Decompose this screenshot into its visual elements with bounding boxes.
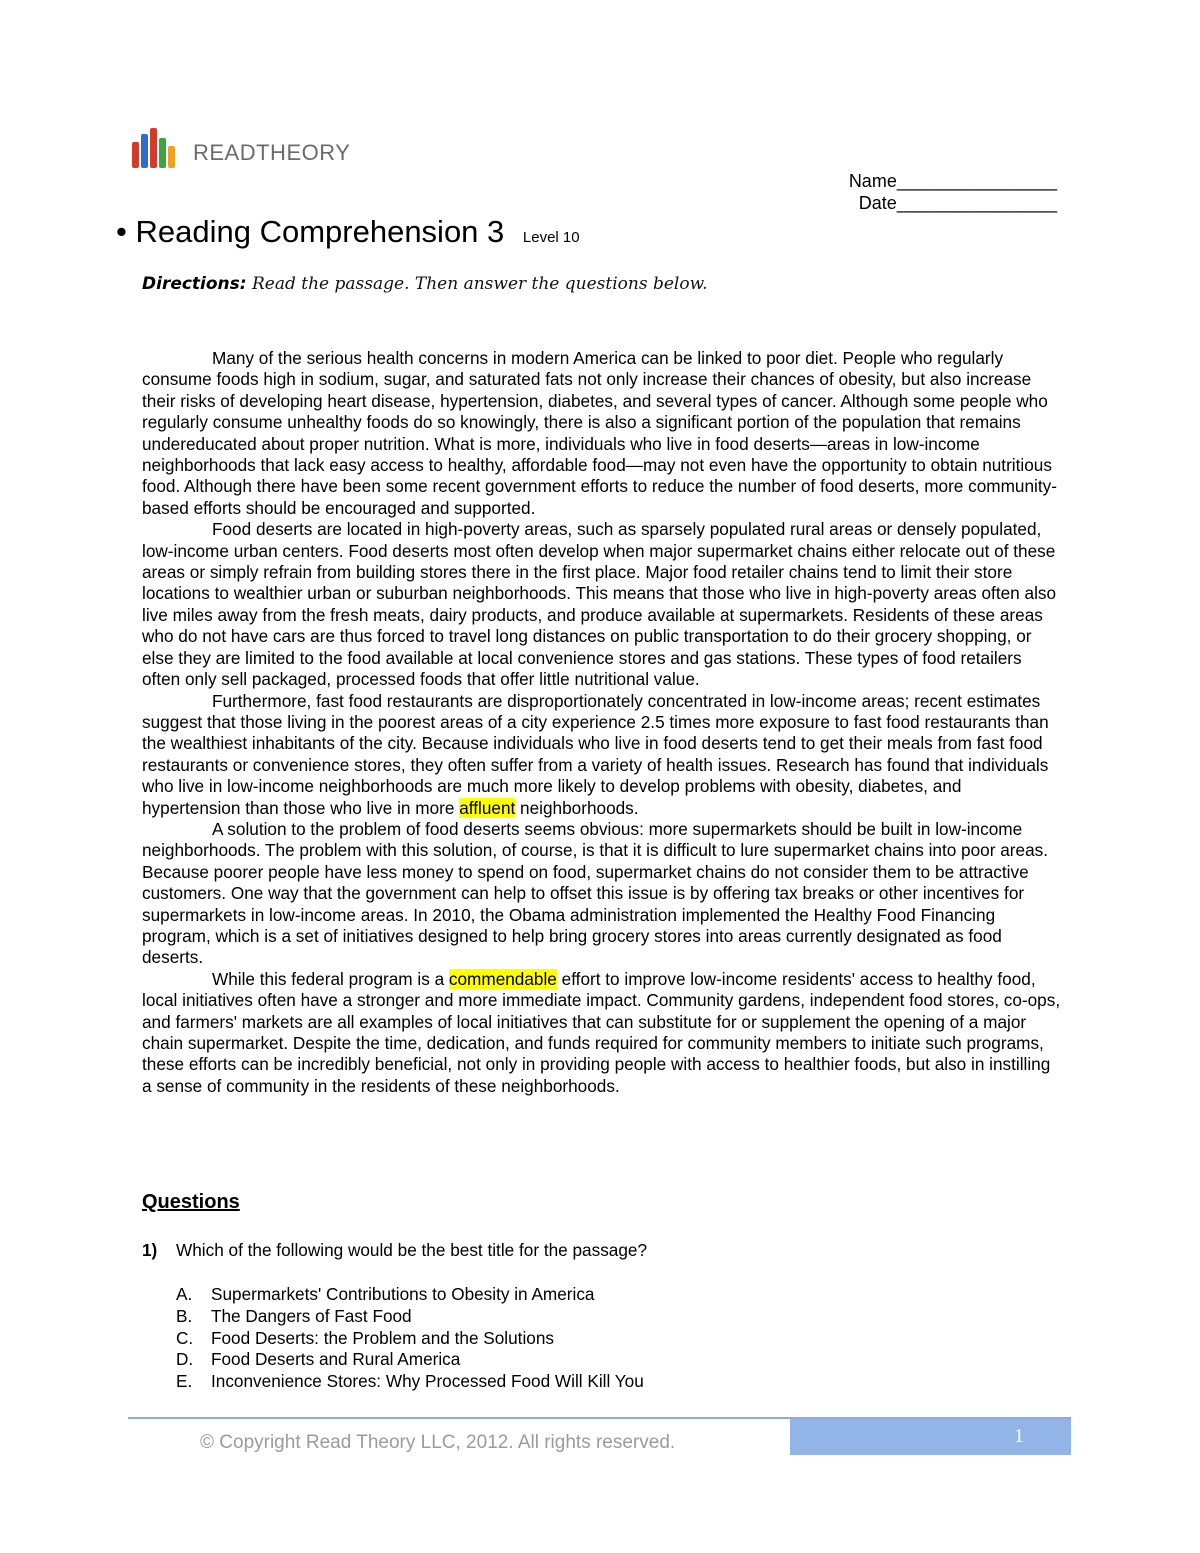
option-text: Supermarkets' Contributions to Obesity in America — [211, 1284, 595, 1304]
page-number: 1 — [1014, 1425, 1024, 1447]
option-letter: E. — [176, 1371, 193, 1392]
option-letter: A. — [176, 1284, 193, 1304]
logo-text: READTHEORY — [193, 140, 351, 165]
book-spine-orange — [168, 146, 175, 168]
option-letter: D. — [176, 1349, 194, 1370]
book-spine-red — [132, 142, 139, 168]
book-spine-blue — [141, 134, 148, 168]
p5-text-before: While this federal program is a — [212, 968, 449, 989]
p3-text-before: Furthermore, fast food restaurants are disproportionately concentrated in low-income areas; recent estimates suggest that those living in the poorest areas of a city experience 2.5 times more exposure to fast food restaurants than the wealthiest inhabitants of the city. Because individuals who live in food deserts tend to get their meals from fast food restaurants or convenience stores, they often suffer from a variety of health issues. Research has found that individuals who live in low-income neighborhoods are much more likely to develop problems with obesity, diabetes, and hypertension than those who live in more — [142, 690, 1049, 818]
readtheory-logo — [132, 128, 350, 168]
passage-paragraph-4: A solution to the problem of food deserts seems obvious: more supermarkets should be built in low-income neighborhoods. The problem with this solution, of course, is that it is difficult to lure supermarket chains into poor areas. Because poorer people have less money to spend on food, supermarket chains do not consider them to be attractive customers. One way that the government can help to offset this issue is by offering tax breaks or other incentives for supermarkets in low-income areas. In 2010, the Obama administration implemented the Healthy Food Financing program, which is a set of initiatives designed to help bring grocery stores into areas currently designated as food deserts. — [142, 818, 1049, 968]
reading-passage — [142, 348, 1062, 1097]
name-date-block — [849, 170, 1057, 214]
option-text: Food Deserts: the Problem and the Solutions — [211, 1327, 554, 1348]
option-text: Inconvenience Stores: Why Processed Food Will Kill You — [211, 1371, 644, 1392]
option-letter: C. — [176, 1327, 194, 1348]
directions-label: Directions: — [142, 274, 247, 294]
passage-paragraph-2: Food deserts are located in high-poverty areas, such as sparsely populated rural areas or densely populated, low-income urban centers. Food deserts most often develop when major supermarket chains either relocate out of these areas or simply refrain from building stores there in the first place. Major food retailer chains tend to limit their store locations to wealthier urban or suburban neighborhoods. This means that those who live in high-poverty areas often also live miles away from the fresh meats, dairy products, and produce available at supermarkets. Residents of these areas who do not have cars are thus forced to travel long distances on public transportation to do their grocery shopping, or else they are limited to the food available at local convenience stores and gas stations. These types of food retailers often only sell packaged, processed foods that offer little nutritional value. — [142, 519, 1057, 690]
highlight-affluent: affluent — [459, 797, 516, 818]
name-field: Name________________ — [848, 171, 1057, 191]
option-d[interactable] — [176, 1349, 644, 1371]
passage-paragraph-5 — [142, 969, 1062, 1097]
question-1 — [142, 1240, 647, 1261]
highlight-commendable: commendable — [448, 968, 557, 989]
passage-paragraph-3 — [142, 691, 1062, 819]
title-text: Reading Comprehension 3 — [135, 214, 505, 249]
question-text: Which of the following would be the best title for the passage? — [176, 1240, 648, 1260]
book-stack-icon — [132, 128, 182, 168]
option-letter: B. — [176, 1305, 193, 1326]
option-a[interactable] — [176, 1284, 644, 1306]
passage-paragraph-1: Many of the serious health concerns in modern America can be linked to poor diet. People who regularly consume foods high in sodium, sugar, and saturated fats not only increase their chances of obesity, but also increase their risks of developing heart disease, hypertension, diabetes, and several types of cancer. Although some people who regularly consume unhealthy foods do so knowingly, there is also a significant portion of the population that remains undereducated about proper nutrition. What is more, individuals who live in food deserts—areas in low-income neighborhoods that lack easy access to healthy, affordable food—may not even have the opportunity to obtain nutritious food. Although there have been some recent government efforts to reduce the number of food deserts, more community-based efforts should be encouraged and supported. — [142, 348, 1057, 518]
option-c[interactable] — [176, 1328, 644, 1350]
question-number: 1) — [142, 1240, 158, 1260]
questions-heading: Questions — [142, 1191, 240, 1213]
option-text: Food Deserts and Rural America — [211, 1349, 461, 1370]
directions — [142, 274, 708, 294]
p5-text-after: effort to improve low-income residents' access to healthy food, local initiatives often have a stronger and more immediate impact. Community gardens, independent food stores, co-ops, and farmers' markets are all examples of local initiatives that can substitute for or supplement the opening of a major chain supermarket. Despite the time, dedication, and funds required for community members to initiate such programs, these efforts can be incredibly beneficial, not only in providing people with access to healthier foods, but also in instilling a sense of community in the residents of these neighborhoods. — [142, 968, 1061, 1096]
p3-text-after: neighborhoods. — [515, 797, 639, 818]
option-b[interactable] — [176, 1306, 644, 1328]
date-field: Date________________ — [858, 193, 1057, 213]
answer-options — [176, 1284, 644, 1393]
page-title — [116, 214, 580, 250]
directions-text: Read the passage. Then answer the questions below. — [252, 274, 708, 294]
option-e[interactable] — [176, 1371, 644, 1393]
book-spine-green — [159, 138, 166, 168]
title-level: Level 10 — [522, 229, 580, 246]
book-spine-red-tall — [150, 128, 157, 168]
footer-copyright: © Copyright Read Theory LLC, 2012. All rights reserved. — [200, 1432, 676, 1453]
title-bullet: • — [116, 214, 127, 249]
option-text: The Dangers of Fast Food — [211, 1305, 412, 1326]
page-number-box — [790, 1419, 1071, 1455]
